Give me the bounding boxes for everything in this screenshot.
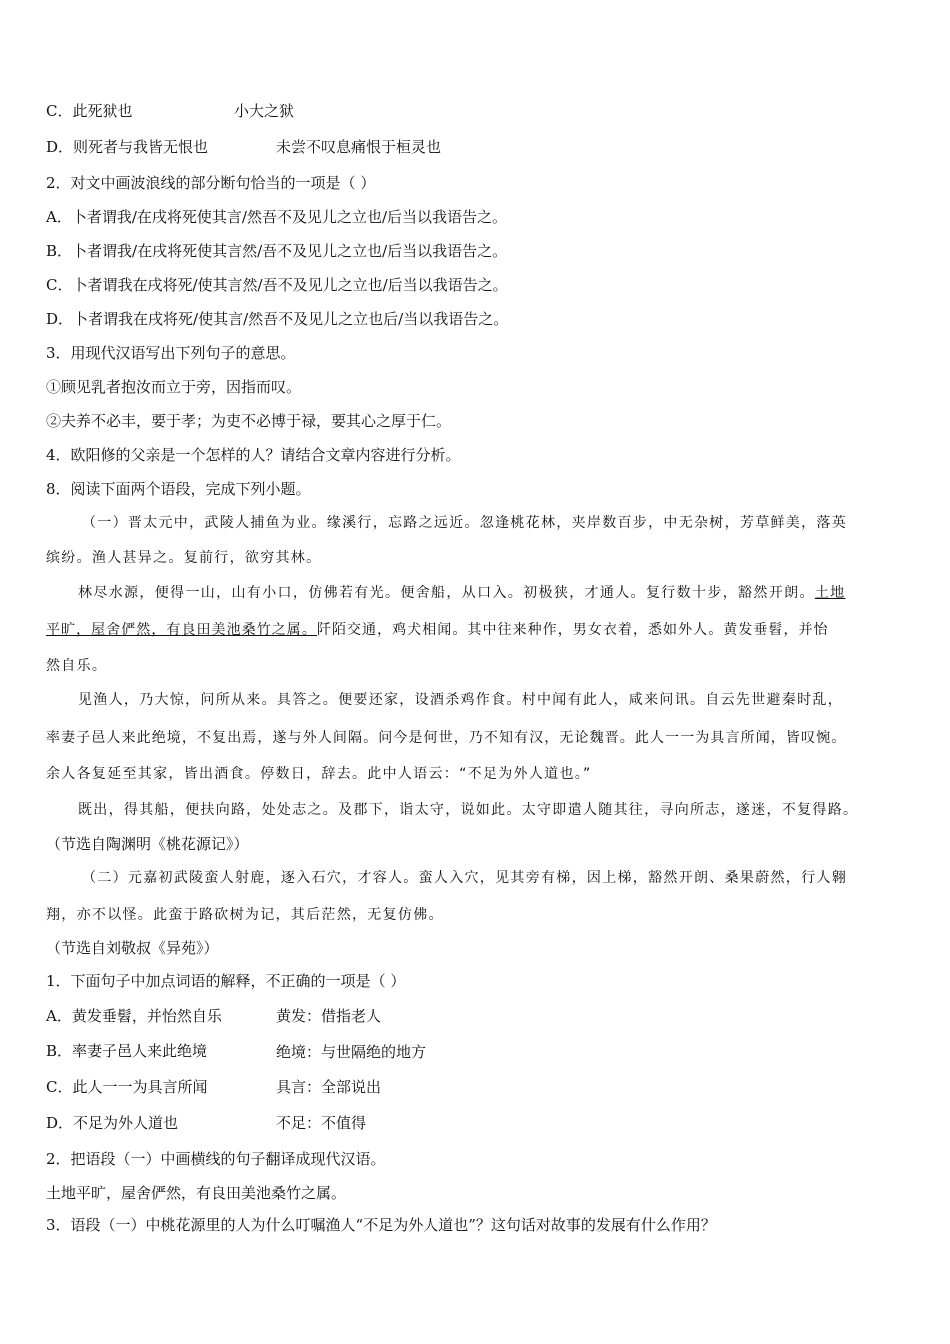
sub2-sentence: 土地平旷，屋舍俨然，有良田美池桑竹之属。 <box>46 1184 347 1202</box>
q2-stem: 2．对文中画波浪线的部分断句恰当的一项是（ ） <box>46 174 376 192</box>
sub1-option-d: D．不足为外人道也 <box>46 1114 179 1132</box>
sub1-option-c-gloss: 具言：全部说出 <box>276 1078 382 1096</box>
passage3-line3: 余人各复延至其家，皆出酒食。停数日，辞去。此中人语云：“不足为外人道也。” <box>46 766 592 782</box>
source-1: （节选自陶渊明《桃花源记》） <box>46 835 249 853</box>
sub2-stem: 2．把语段（一）中画横线的句子翻译成现代汉语。 <box>46 1150 386 1168</box>
sub1-option-a-gloss: 黄发：借指老人 <box>276 1007 382 1025</box>
q2-option-a: A．卜者谓我/在戌将死使其言/然吾不及见儿之立也/后当以我语告之。 <box>46 208 507 226</box>
passage1-line2: 缤纷。渔人甚异之。复前行，欲穷其林。 <box>46 550 322 566</box>
q2-option-d: D．卜者谓我在戌将死/使其言/然吾不及见儿之立也后/当以我语告之。 <box>46 310 509 328</box>
q2-option-c: C．卜者谓我在戌将死/使其言然/吾不及见儿之立也/后当以我语告之。 <box>46 276 508 294</box>
option-c: C．此死狱也 <box>46 102 133 120</box>
passage3-line2: 率妻子邑人来此绝境，不复出焉，遂与外人间隔。问今是何世，乃不知有汉，无论魏晋。此人一一为具言所闻，皆叹惋。 <box>46 730 847 746</box>
sub1-option-b-gloss: 绝境：与世隔绝的地方 <box>276 1043 427 1061</box>
sub1-stem: 1．下面句子中加点词语的解释，不正确的一项是（ ） <box>46 972 406 990</box>
q8-stem: 8．阅读下面两个语段，完成下列小题。 <box>46 480 311 498</box>
passage2-line2: 平旷，屋舍俨然，有良田美池桑竹之属。阡陌交通，鸡犬相闻。其中往来种作，男女衣着，悉如外人。黄发垂髫，并怡 <box>46 622 829 638</box>
passage5-line1: （二）元嘉初武陵蛮人射鹿，逐入石穴，才容人。蛮人入穴，见其旁有梯，因上梯，豁然开朗、桑果蔚然，行人翱 <box>82 870 847 886</box>
sub1-option-b: B．率妻子邑人来此绝境 <box>46 1042 208 1060</box>
underlined-sentence-part2: 平旷，屋舍俨然，有良田美池桑竹之属。 <box>46 622 317 638</box>
sub1-option-c: C．此人一一为具言所闻 <box>46 1078 208 1096</box>
passage5-line2: 翔，亦不以怪。此蛮于路砍树为记，其后茫然，无复仿佛。 <box>46 907 444 923</box>
q4-stem: 4．欧阳修的父亲是一个怎样的人？请结合文章内容进行分析。 <box>46 446 461 464</box>
source-2: （节选自刘敬叔《异苑》） <box>46 939 219 957</box>
q3-sentence-1: ①顾见乳者抱汝而立于旁，因指而叹。 <box>46 378 302 396</box>
sub3-stem: 3．语段（一）中桃花源里的人为什么叮嘱渔人“不足为外人道也”？这句话对故事的发展有什么作用？ <box>46 1216 716 1234</box>
passage2-line3: 然自乐。 <box>46 658 108 674</box>
q2-option-b: B．卜者谓我/在戌将死使其言然/吾不及见儿之立也/后当以我语告之。 <box>46 242 508 260</box>
passage1-line1: （一）晋太元中，武陵人捕鱼为业。缘溪行，忘路之远近。忽逢桃花林，夹岸数百步，中无杂树，芳草鲜美，落英 <box>82 515 847 531</box>
underlined-sentence-part1: 土地 <box>814 585 846 601</box>
option-d-right: 未尝不叹息痛恨于桓灵也 <box>276 138 442 156</box>
option-c-right: 小大之狱 <box>234 102 295 120</box>
sub1-option-a: A．黄发垂髫，并怡然自乐 <box>46 1007 222 1025</box>
q3-stem: 3．用现代汉语写出下列句子的意思。 <box>46 344 296 362</box>
option-d: D．则死者与我皆无恨也 <box>46 138 209 156</box>
passage3-line1: 见渔人，乃大惊，问所从来。具答之。便要还家，设酒杀鸡作食。村中闻有此人，咸来问讯。自云先世避秦时乱， <box>78 692 843 708</box>
passage4-line1: 既出，得其船，便扶向路，处处志之。及郡下，诣太守，说如此。太守即遣人随其往，寻向所志，遂迷，不复得路。 <box>78 802 859 818</box>
sub1-option-d-gloss: 不足：不值得 <box>276 1114 367 1132</box>
passage2-line1: 林尽水源，便得一山，山有小口，仿佛若有光。便舍船，从口入。初极狭，才通人。复行数十步，豁然开朗。土地 <box>78 585 846 601</box>
q3-sentence-2: ②夫养不必丰，要于孝；为吏不必博于禄，要其心之厚于仁。 <box>46 412 452 430</box>
